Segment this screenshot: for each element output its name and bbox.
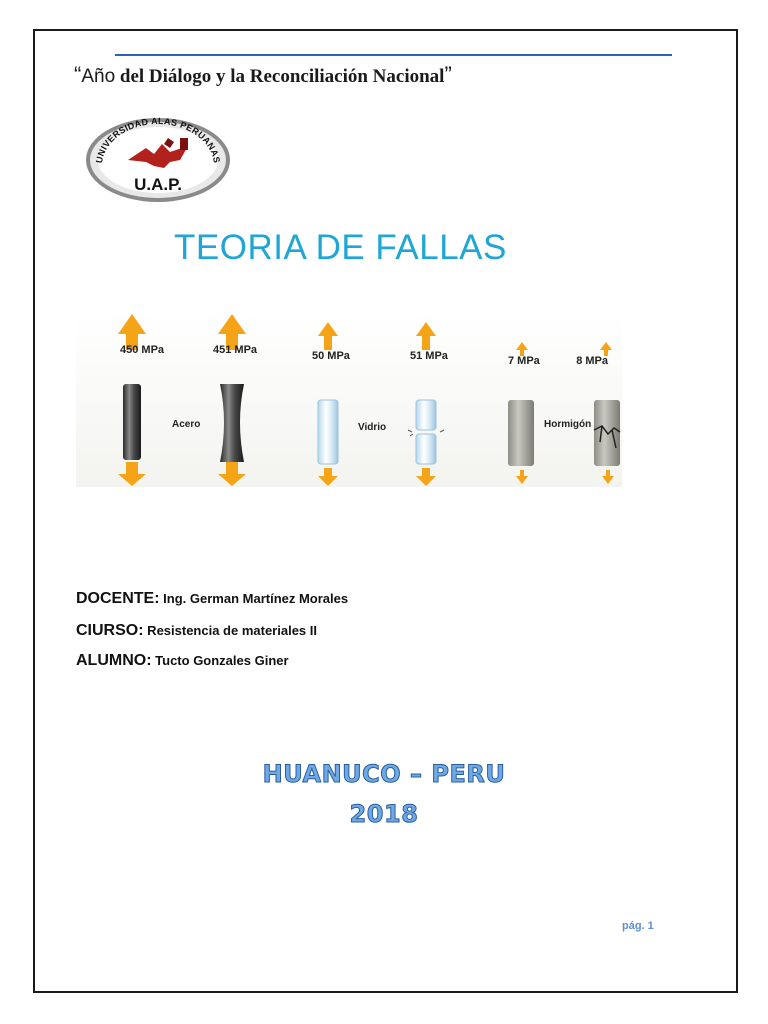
concrete-specimen [508, 400, 534, 466]
logo-arc-text: UNIVERSIDAD ALAS PERUANAS [94, 115, 222, 164]
steel-specimen [123, 384, 141, 460]
failure-diagram [76, 312, 622, 487]
header-rule [115, 54, 672, 56]
material-label: Vidrio [358, 422, 387, 433]
stress-label: 51 MPa [410, 350, 448, 362]
docente-line [76, 590, 348, 608]
stress-label: 451 MPa [213, 344, 258, 356]
motto-quote-open: “ [74, 62, 82, 87]
alumno-line [76, 652, 289, 670]
year-title: 2018 [349, 800, 419, 828]
material-label: Acero [172, 419, 201, 430]
curso-line [76, 622, 317, 640]
alumno-label: ALUMNO: [76, 652, 152, 669]
alumno-value: Tucto Gonzales Giner [151, 653, 289, 668]
material-label: Hormigón [544, 419, 592, 430]
docente-value: Ing. German Martínez Morales [159, 591, 349, 606]
location-title: HUANUCO – PERU [262, 760, 506, 788]
motto-quote-close: ” [444, 62, 452, 87]
glass-specimen-bottom [416, 434, 436, 464]
logo-abbr: U.A.P. [134, 175, 182, 194]
glass-specimen-top [416, 400, 436, 430]
curso-label: CIURSO: [76, 622, 144, 639]
docente-label: DOCENTE: [76, 590, 160, 607]
motto-line [74, 62, 452, 88]
glass-specimen [318, 400, 338, 464]
stress-label: 8 MPa [576, 355, 608, 367]
motto-ano: Año [81, 66, 116, 87]
page-title: TEORIA DE FALLAS [174, 228, 507, 267]
stress-label: 450 MPa [120, 344, 165, 356]
university-logo [84, 108, 232, 202]
page-number: pág. 1 [622, 920, 654, 932]
motto-text: del Diálogo y la Reconciliación Nacional [115, 66, 445, 87]
stress-label: 7 MPa [508, 355, 540, 367]
curso-value: Resistencia de materiales II [143, 623, 317, 638]
stress-label: 50 MPa [312, 350, 350, 362]
